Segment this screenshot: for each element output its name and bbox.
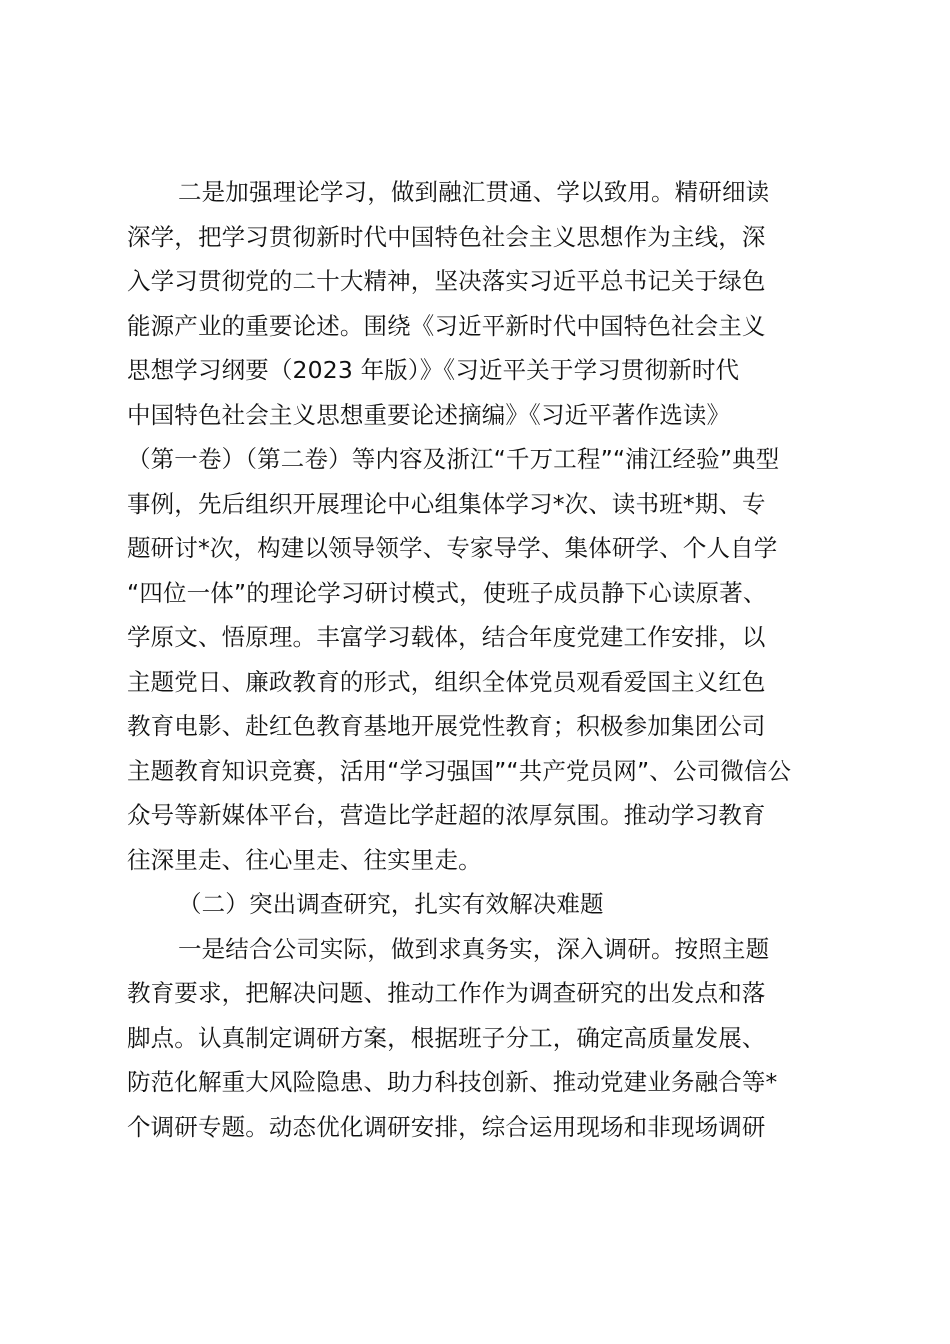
paragraph-1-line-8: 事例，先后组织开展理论中心组集体学习*次、读书班*期、专 bbox=[127, 489, 766, 518]
paragraph-1-line-7: （第一卷）（第二卷）等内容及浙江“千万工程”“浦江经验”典型 bbox=[127, 445, 780, 473]
section-heading: （二）突出调查研究，扎实有效解决难题 bbox=[178, 890, 604, 918]
paragraph-1-line-16: 往深里走、往心里走、往实里走。 bbox=[127, 845, 482, 874]
paragraph-1-line-6: 中国特色社会主义思想重要论述摘编》《习近平著作选读》 bbox=[127, 400, 731, 429]
document-body bbox=[127, 170, 837, 1149]
paragraph-1-line-12: 主题党日、廉政教育的形式，组织全体党员观看爱国主义红色 bbox=[127, 667, 766, 696]
paragraph-1-line-3: 入学习贯彻党的二十大精神，坚决落实习近平总书记关于绿色 bbox=[127, 267, 766, 295]
paragraph-1-line-11: 学原文、悟原理。丰富学习载体，结合年度党建工作安排，以 bbox=[127, 623, 766, 651]
paragraph-1-line-1: 二是加强理论学习，做到融汇贯通、学以致用。精研细读 bbox=[178, 178, 770, 206]
paragraph-1-line-9: 题研讨*次，构建以领导领学、专家导学、集体研学、个人自学 bbox=[127, 534, 778, 562]
paragraph-1-line-4: 能源产业的重要论述。围绕《习近平新时代中国特色社会主义 bbox=[127, 311, 766, 340]
paragraph-2-line-5: 个调研专题。动态优化调研安排，综合运用现场和非现场调研 bbox=[127, 1112, 766, 1141]
paragraph-2-line-2: 教育要求，把解决问题、推动工作作为调查研究的出发点和落 bbox=[127, 979, 766, 1007]
paragraph-2-line-3: 脚点。认真制定调研方案，根据班子分工，确定高质量发展、 bbox=[127, 1023, 766, 1052]
paragraph-1-line-10: “四位一体”的理论学习研讨模式，使班子成员静下心读原著、 bbox=[127, 578, 767, 607]
paragraph-1-line-13: 教育电影、赴红色教育基地开展党性教育；积极参加集团公司 bbox=[127, 712, 766, 740]
paragraph-1-line-15: 众号等新媒体平台，营造比学赶超的浓厚氛围。推动学习教育 bbox=[127, 801, 766, 829]
paragraph-2-line-4: 防范化解重大风险隐患、助力科技创新、推动党建业务融合等* bbox=[127, 1068, 778, 1096]
paragraph-1-line-5: 思想学习纲要（2023 年版）》《习近平关于学习贯彻新时代 bbox=[127, 356, 740, 384]
paragraph-1-line-2: 深学，把学习贯彻新时代中国特色社会主义思想作为主线，深 bbox=[127, 222, 766, 251]
paragraph-1-line-14: 主题教育知识竞赛，活用“学习强国”“共产党员网”、公司微信公 bbox=[127, 756, 792, 785]
paragraph-2-line-1: 一是结合公司实际，做到求真务实，深入调研。按照主题 bbox=[178, 934, 770, 963]
